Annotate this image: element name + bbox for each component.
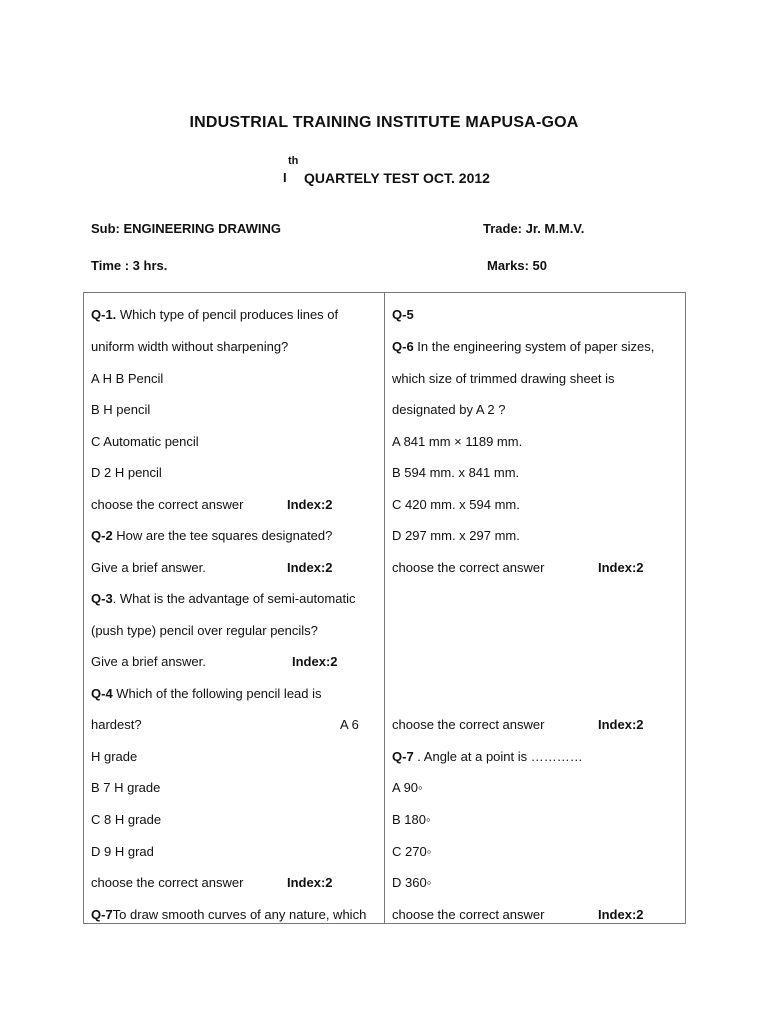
- q7-choose: choose the correct answer Index:2: [392, 905, 681, 925]
- q7-option-a: A 90◦: [392, 780, 423, 795]
- q1-option-a: A H B Pencil: [91, 371, 164, 386]
- q6-option-d: D 297 mm. x 297 mm.: [392, 528, 520, 543]
- q2-line-1: Q-2 How are the tee squares designated?: [91, 528, 333, 543]
- q3-line-2: (push type) pencil over regular pencils?: [91, 623, 318, 638]
- q6-option-c: C 420 mm. x 594 mm.: [392, 497, 520, 512]
- q7-index: Index:2: [598, 907, 644, 922]
- q6-line-3: designated by A 2 ?: [392, 402, 506, 417]
- q4-choose: choose the correct answer Index:2: [91, 873, 380, 893]
- q3-brief: Give a brief answer. Index:2: [91, 652, 380, 672]
- q6-line-1: Q-6 In the engineering system of paper sizes,: [392, 339, 655, 354]
- q4-line-2: hardest? A 6: [91, 715, 380, 735]
- marks-line: Marks: 50: [487, 258, 547, 273]
- q5-line: Q-5: [392, 307, 414, 322]
- q4-option-d: D 9 H grad: [91, 844, 154, 859]
- q1-option-b: B H pencil: [91, 402, 151, 417]
- q4-line-3: H grade: [91, 749, 138, 764]
- trade-line: Trade: Jr. M.M.V.: [483, 221, 585, 236]
- q4-option-c: C 8 H grade: [91, 812, 162, 827]
- q2-brief: Give a brief answer. Index:2: [91, 558, 380, 578]
- q6-line-2: which size of trimmed drawing sheet is: [392, 371, 615, 386]
- mid-index: Index:2: [598, 717, 644, 732]
- q4-line-1: Q-4 Which of the following pencil lead is: [91, 686, 322, 701]
- test-ordinal-superscript: th: [288, 155, 299, 167]
- q7-option-c: C 270◦: [392, 844, 432, 859]
- q1-option-c: C Automatic pencil: [91, 434, 199, 449]
- left-column: [84, 293, 385, 924]
- mid-choose: choose the correct answer Index:2: [392, 715, 681, 735]
- q4-option-b: B 7 H grade: [91, 780, 161, 795]
- subject-line: Sub: ENGINEERING DRAWING: [91, 221, 281, 236]
- test-title: QUARTELY TEST OCT. 2012: [304, 170, 490, 186]
- q4-index: Index:2: [287, 875, 333, 890]
- right-column: [385, 293, 686, 924]
- q7-left-line-1: Q-7To draw smooth curves of any nature, which: [91, 907, 367, 922]
- q1-line-1: Q-1. Which type of pencil produces lines of: [91, 307, 339, 322]
- q3-index: Index:2: [292, 654, 338, 669]
- q6-choose: choose the correct answer Index:2: [392, 558, 681, 578]
- institute-title: INDUSTRIAL TRAINING INSTITUTE MAPUSA-GOA: [189, 114, 579, 131]
- q7-right-line-1: Q-7 . Angle at a point is …………: [392, 749, 583, 764]
- q6-option-b: B 594 mm. x 841 mm.: [392, 465, 520, 480]
- q7-option-b: B 180◦: [392, 812, 431, 827]
- time-line: Time : 3 hrs.: [91, 258, 168, 273]
- q1-line-2: uniform width without sharpening?: [91, 339, 289, 354]
- q1-index: Index:2: [287, 497, 333, 512]
- test-ordinal: I: [283, 170, 287, 185]
- q1-option-d: D 2 H pencil: [91, 465, 162, 480]
- q1-choose: choose the correct answer Index:2: [91, 495, 380, 515]
- q4-option-a: A 6: [340, 717, 359, 732]
- q6-index: Index:2: [598, 560, 644, 575]
- q3-line-1: Q-3. What is the advantage of semi-automatic: [91, 591, 356, 606]
- q7-option-d: D 360◦: [392, 875, 432, 890]
- q6-option-a: A 841 mm × 1189 mm.: [392, 434, 523, 449]
- q2-index: Index:2: [287, 560, 333, 575]
- question-table: [83, 292, 686, 924]
